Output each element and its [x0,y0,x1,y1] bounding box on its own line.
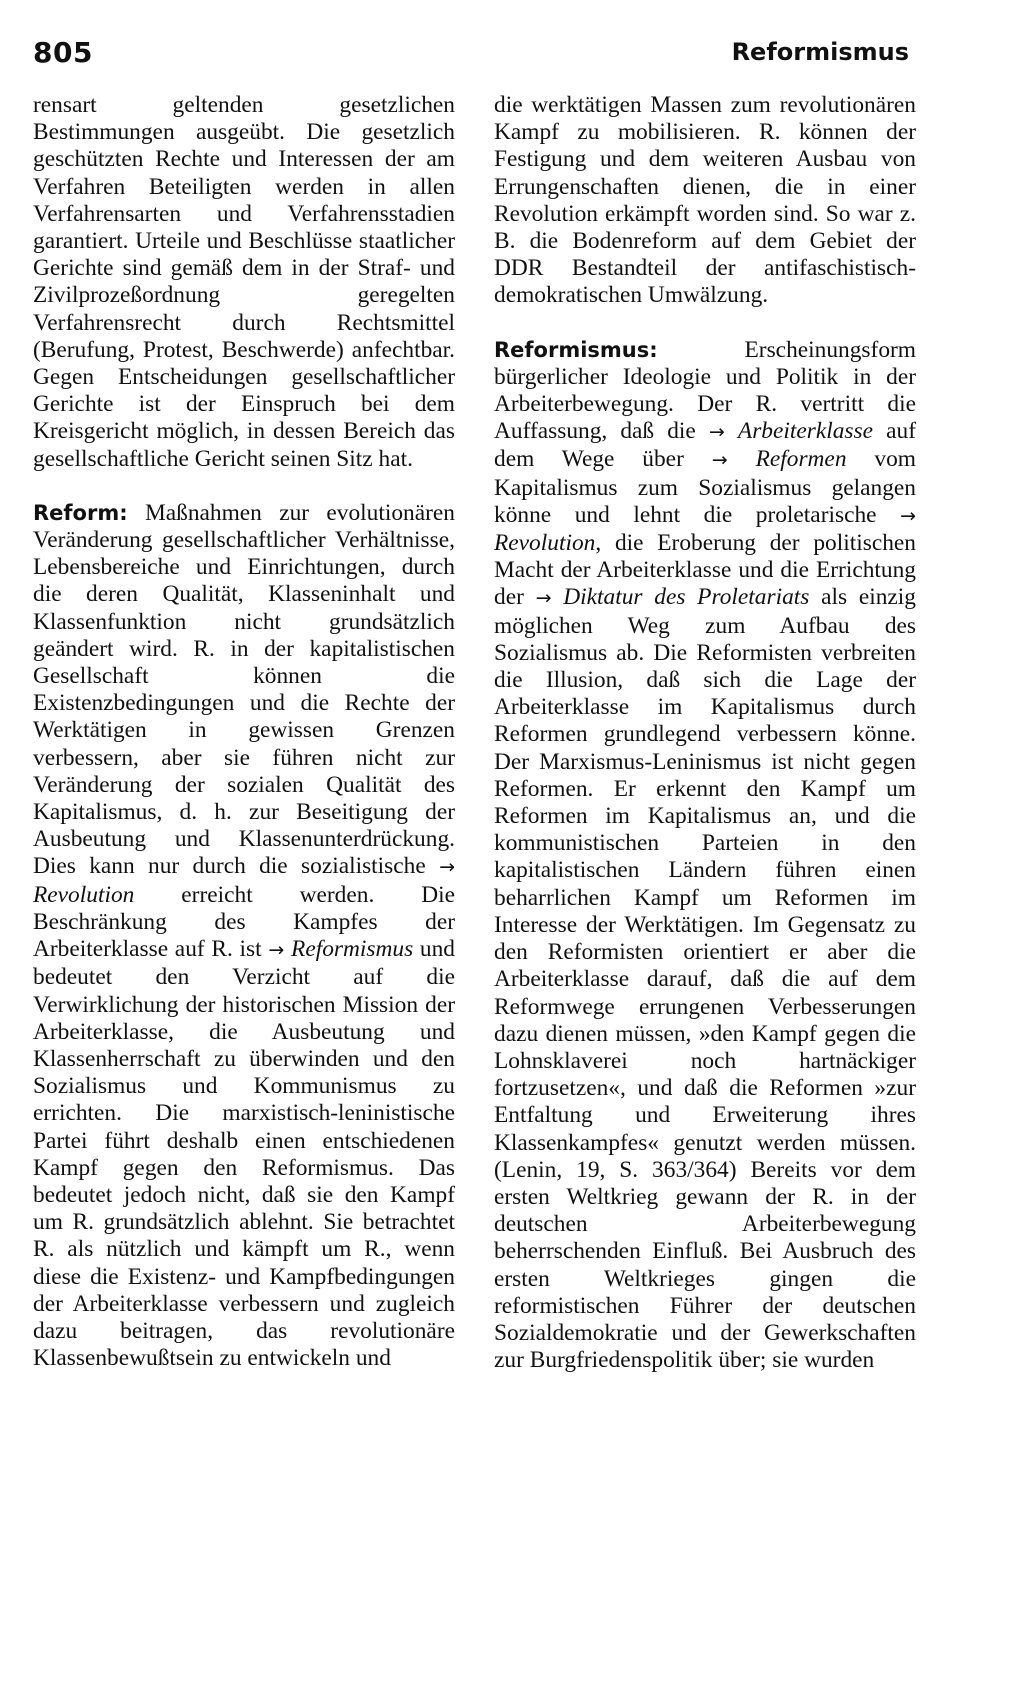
entry-text: als einzig möglichen Weg zum Aufbau des Sozialismus ab. Die Reformisten verbreiten die Illusion, daß sich die Lage der Arbeiterklasse im Kapitalismus durch Reformen grundlegend verbessern könne. Der Marxismus-Leninismus ist nicht gegen Reformen. Er erkennt den Kampf um Reformen im Kapitalismus an, und die kommunistischen Parteien in den kapitalistischen Ländern führen einen beharrlichen Kampf um Reformen im Interesse der Werktätigen. Im Gegensatz zu den Reformisten orientiert er aber die Arbeiterklasse darauf, daß die auf dem Reformwege errungenen Verbesserungen dazu dienen müssen, »den Kampf gegen die Lohnsklaverei noch hartnäckiger fortzusetzen«, und daß die Reformen »zur Entfaltung und Erweiterung ihres Klassenkampfes« genutzt werden müssen. (Lenin, 19, S. 363/364) Bereits vor dem ersten Weltkrieg gewann der R. in der deutschen Arbeiterbewegung beherrschenden Einfluß. Bei Ausbruch des ersten Weltkrieges gingen die reformistischen Führer der deutschen Sozialdemokratie und der Gewerkschaften zur Burgfriedenspolitik über; sie wurden [494,584,916,1374]
cross-reference-arrow-icon: → [439,856,455,879]
headword-reform: Reform: [33,500,128,525]
continued-paragraph: rensart geltenden gesetzlichen Bestimmungen ausgeübt. Die gesetzlich geschützten Rechte und Interessen der am Verfahren Beteiligten werden in allen Verfahrensarten und Verfahrensstadien garantiert. Urteile und Beschlüsse staatlicher Gerichte sind gemäß dem in der Straf- und Zivilprozeßordnung geregelten Verfahrensrecht durch Rechtsmittel (Berufung, Protest, Beschwerde) anfechtbar. Gegen Entscheidungen gesellschaftlicher Gerichte ist der Einspruch bei dem Kreisgericht möglich, in dessen Bereich das gesellschaftliche Gericht seinen Sitz hat. [33,92,455,472]
entry-text: Erscheinungsform bürgerlicher Ideologie und Politik in der Arbeiterbewegung. Der R. vertritt die Auffassung, daß die [494,336,916,445]
cross-reference-arrow-icon: → [711,449,728,472]
cross-reference-revolution: Revolution [33,881,135,908]
running-head: Reformismus [731,38,909,66]
entry-text: auf dem Wege über [494,418,916,473]
cross-reference-arrow-icon: → [708,421,725,444]
entry-text: vom Kapitalismus zum Sozialismus gelangen könne und lehnt die proletarische [494,446,916,528]
left-column [33,92,455,1372]
cross-reference-arbeiterklasse: Arbeiterklasse [737,418,874,445]
right-column [494,92,916,1374]
entry-reform [33,500,455,1373]
entry-text: Maßnahmen zur evolutionären Veränderung gesellschaftlicher Verhältnisse, Lebensbereiche und Einrichtungen, durch die deren Qualität, Klasseninhalt und Klassenfunktion nicht grundsätzlich geändert wird. R. in der kapitalistischen Gesellschaft können die Existenzbedingungen und die Rechte der Werktätigen in gewissen Grenzen verbessern, aber sie führen nicht zur Veränderung der sozialen Qualität des Kapitalismus, d. h. zur Beseitigung der Ausbeutung und Klassenunterdrückung. Dies kann nur durch die sozialistische [33,499,455,880]
headword-reformismus: Reformismus: [494,337,658,362]
cross-reference-revolution: Revolution [494,530,596,557]
cross-reference-arrow-icon: → [535,587,552,610]
cross-reference-reformen: Reformen [755,446,847,473]
entry-text: und bedeutet den Verzicht auf die Verwirklichung der historischen Mission der Arbeiterklasse, die Ausbeutung und Klassenherrschaft zu überwinden und den Sozialismus und Kommunismus zu errichten. Die marxistisch-leninistische Partei führt deshalb einen entschiedenen Kampf gegen den Reformismus. Das bedeutet jedoch nicht, daß sie den Kampf um R. grundsätzlich ablehnt. Sie betrachtet R. als nützlich und kämpft um R., wenn diese die Existenz- und Kampfbedingungen der Arbeiterklasse verbessern und zugleich dazu beitragen, das revolutionäre Klassenbewußtsein zu entwickeln und [33,936,455,1372]
cross-reference-arrow-icon: → [900,504,916,527]
cross-reference-reformismus: Reformismus [291,936,414,963]
cross-reference-diktatur-des-proletariats: Diktatur des Proletariats [563,584,810,611]
continued-paragraph: die werktätigen Massen zum revolutionären Kampf zu mobilisieren. R. können der Festigung und dem weiteren Ausbau von Errungenschaften dienen, die in einer Revolution erkämpft worden sind. So war z. B. die Bodenreform auf dem Gebiet der DDR Bestandteil der antifaschistisch-demokratischen Umwälzung. [494,92,916,309]
cross-reference-arrow-icon: → [268,939,285,962]
entry-reformismus [494,337,916,1375]
entry-text: erreicht werden. Die Beschränkung des Kampfes der Arbeiterklasse auf R. ist [33,881,455,963]
page-number: 805 [33,36,93,69]
entry-text: , die Eroberung der politischen Macht der Arbeiterklasse und die Errichtung der [494,530,916,611]
